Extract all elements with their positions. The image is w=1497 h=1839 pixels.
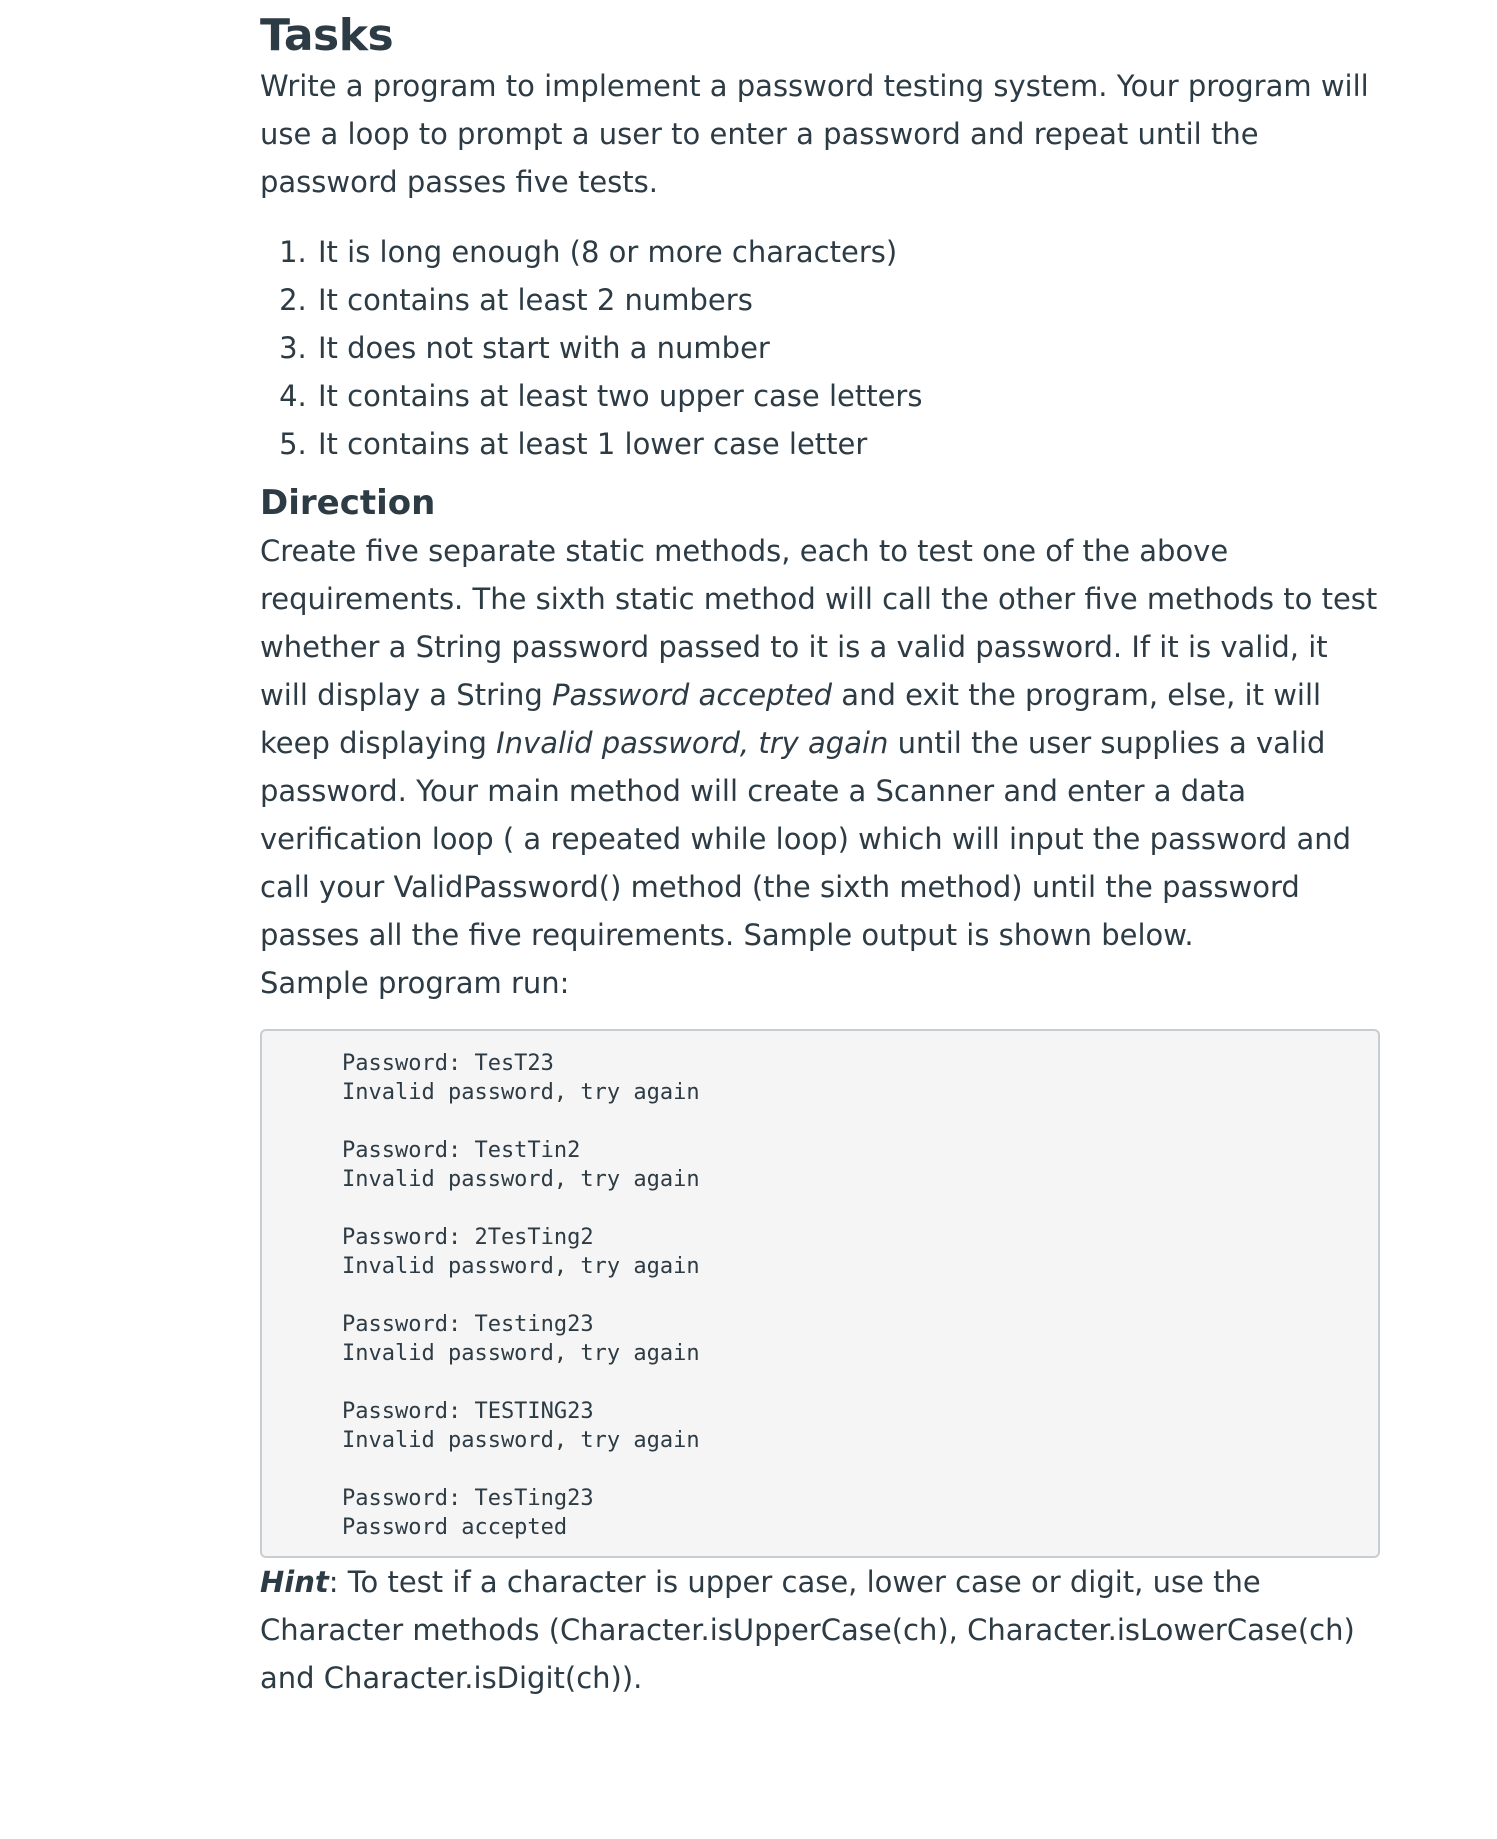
sample-prompt-line: Password: 2TesTing2 <box>342 1225 594 1250</box>
hint-label: Hint <box>260 1565 329 1599</box>
direction-heading: Direction <box>260 483 436 523</box>
sample-result-line: Invalid password, try again <box>342 1341 700 1366</box>
list-item: 2. It contains at least 2 numbers <box>316 276 1380 324</box>
sample-result-line: Password accepted <box>342 1515 568 1540</box>
direction-text-2: and exit the program, else, it will keep displaying <box>260 678 1322 760</box>
sample-run-entry <box>342 1049 1378 1107</box>
direction-emphasis-invalid: Invalid password, try again <box>496 726 889 760</box>
sample-prompt-line: Password: TestTin2 <box>342 1138 581 1163</box>
sample-result-line: Invalid password, try again <box>342 1254 700 1279</box>
hint-text: : To test if a character is upper case, lower case or digit, use the Character methods (Character.isUpperCase(ch), Character.isLowerCase(ch) and Character.isDigit(ch)). <box>260 1565 1355 1695</box>
direction-text-3: until the user supplies a valid password. Your main method will create a Scanner and enter a data verification loop ( a repeated while loop) which will input the password and call your ValidPassword() method (the sixth method) until the password passes all the five requirements. Sample output is shown below. <box>260 726 1352 952</box>
list-item: 3. It does not start with a number <box>316 324 1380 372</box>
sample-result-line: Invalid password, try again <box>342 1167 700 1192</box>
requirements-list <box>260 228 1380 468</box>
hint-paragraph <box>260 1558 1380 1702</box>
sample-run-entry <box>342 1397 1378 1455</box>
sample-prompt-line: Password: Testing23 <box>342 1312 594 1337</box>
sample-prompt-line: Password: TesT23 <box>342 1051 554 1076</box>
sample-run-entry <box>342 1310 1378 1368</box>
sample-prompt-line: Password: TESTING23 <box>342 1399 594 1424</box>
direction-emphasis-accepted: Password accepted <box>552 678 833 712</box>
sample-run-entry <box>342 1484 1378 1542</box>
direction-text-1: Create five separate static methods, each to test one of the above requirements. The sixth static method will call the other five methods to test whether a String password passed to it is a valid password. If it is valid, it will display a String <box>260 534 1378 712</box>
assignment-content <box>260 0 1380 1702</box>
intro-paragraph: Write a program to implement a password testing system. Your program will use a loop to prompt a user to enter a password and repeat until the password passes five tests. <box>260 69 1369 199</box>
sample-output-code-block <box>260 1029 1380 1558</box>
sample-prompt-line: Password: TesTing23 <box>342 1486 594 1511</box>
sample-result-line: Invalid password, try again <box>342 1080 700 1105</box>
sample-run-entry <box>342 1223 1378 1281</box>
list-item: 5. It contains at least 1 lower case letter <box>316 420 1380 468</box>
sample-run-entry <box>342 1136 1378 1194</box>
sample-run-label: Sample program run: <box>260 966 570 1000</box>
list-item: 4. It contains at least two upper case letters <box>316 372 1380 420</box>
list-item: 1. It is long enough (8 or more characters) <box>316 228 1380 276</box>
direction-paragraph <box>260 527 1380 959</box>
page-title: Tasks <box>260 10 394 61</box>
sample-result-line: Invalid password, try again <box>342 1428 700 1453</box>
